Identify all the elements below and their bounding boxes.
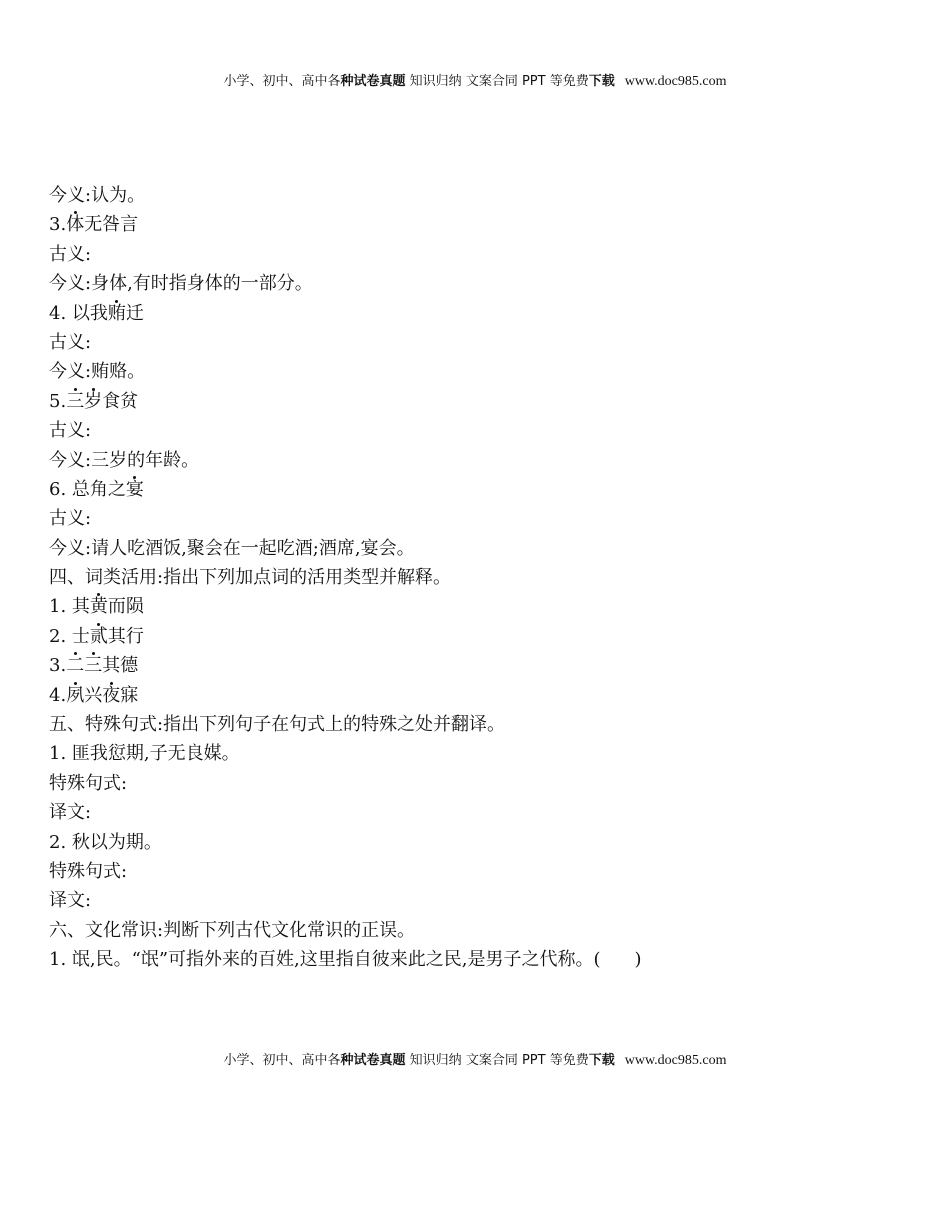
text-line — [49, 240, 909, 269]
emphasis-dot-char: 三 — [66, 387, 84, 416]
text-line — [49, 798, 909, 827]
text-line — [49, 592, 909, 621]
footer-text-5: 下载 — [588, 1053, 615, 1068]
text-line — [49, 828, 909, 857]
emphasis-dot-char: 贿 — [108, 299, 126, 328]
text-segment: 2. 秋以为期。 — [49, 831, 162, 853]
header-text-3: 知识归纳 — [405, 74, 466, 89]
footer-site-link[interactable]: www.doc985.com — [624, 1053, 727, 1068]
text-segment: 4. 以我 — [49, 302, 108, 324]
text-segment: 六、文化常识:判断下列古代文化常识的正误。 — [49, 919, 416, 941]
footer-text-2: 种试卷真题 — [340, 1053, 406, 1068]
text-segment: 今义:贿赂。 — [49, 361, 146, 383]
text-segment: 其德 — [102, 655, 139, 677]
text-line — [49, 504, 909, 533]
text-line — [49, 357, 909, 386]
emphasis-dot-char: 黄 — [90, 592, 108, 621]
text-segment: 而陨 — [107, 596, 144, 618]
text-segment: 古义: — [49, 508, 92, 530]
header-text-4: 文案合同 PPT 等免费 — [465, 74, 589, 89]
text-line — [49, 534, 909, 563]
text-line — [49, 710, 909, 739]
text-segment: 1. 氓,民。“氓”可指外来的百姓,这里指自彼来此之民,是男子之代称。( — [49, 949, 601, 971]
text-line — [49, 739, 909, 768]
text-line — [49, 328, 909, 357]
text-segment: 今义:认为。 — [49, 185, 146, 206]
emphasis-dot-char: 贰 — [90, 622, 108, 651]
text-segment: 寐 — [120, 684, 139, 706]
text-segment: 迁 — [125, 302, 144, 324]
header-site-link[interactable]: www.doc985.com — [624, 74, 727, 89]
text-segment: 古义: — [49, 243, 92, 265]
text-line — [49, 945, 909, 974]
text-segment: 四、词类活用:指出下列加点词的活用类型并解释。 — [49, 567, 452, 589]
text-segment: 食贫 — [102, 390, 139, 412]
text-line — [49, 916, 909, 945]
text-line — [49, 210, 909, 239]
text-segment: 译文: — [49, 802, 92, 824]
text-segment: 古义: — [49, 331, 92, 353]
emphasis-dot-char: 夙 — [66, 681, 84, 710]
text-segment: 3. — [49, 655, 67, 677]
text-segment: 古义: — [49, 420, 92, 442]
text-line — [49, 181, 909, 210]
footer-text-3: 知识归纳 — [405, 1053, 466, 1068]
text-line — [49, 269, 909, 298]
header-text-5: 下载 — [588, 74, 615, 89]
page-footer-banner — [0, 1049, 950, 1069]
text-line — [49, 416, 909, 445]
text-line — [49, 563, 909, 592]
text-segment: 今义:三岁的年龄。 — [49, 449, 200, 471]
emphasis-dot-char: 二 — [66, 651, 84, 680]
text-line — [49, 299, 909, 328]
emphasis-dot-char: 夜 — [102, 681, 120, 710]
text-segment: 译文: — [49, 890, 92, 912]
text-segment: 6. 总角之 — [49, 478, 126, 500]
text-segment: 兴 — [84, 684, 103, 706]
text-segment: 特殊句式: — [49, 772, 128, 794]
text-line — [49, 886, 909, 915]
page-header-banner — [0, 70, 950, 90]
text-segment: 2. 士 — [49, 625, 90, 647]
text-line — [49, 446, 909, 475]
header-text-1: 小学、初中、高中各 — [223, 74, 341, 89]
text-segment: 特殊句式: — [49, 860, 128, 882]
text-line — [49, 769, 909, 798]
text-segment: 1. 匪我愆期,子无良媒。 — [49, 743, 240, 765]
text-segment: 4. — [49, 684, 67, 706]
text-line — [49, 651, 909, 680]
text-line — [49, 622, 909, 651]
text-line — [49, 475, 909, 504]
text-line — [49, 387, 909, 416]
footer-text-4: 文案合同 PPT 等免费 — [465, 1053, 589, 1068]
text-segment: 无咎言 — [84, 214, 139, 236]
text-segment: 1. 其 — [49, 596, 90, 618]
text-segment: 其行 — [107, 625, 144, 647]
text-segment: 3. — [49, 214, 67, 236]
emphasis-dot-char: 体 — [66, 210, 84, 239]
text-segment: 五、特殊句式:指出下列句子在句式上的特殊之处并翻译。 — [49, 714, 506, 736]
header-text-2: 种试卷真题 — [340, 74, 406, 89]
text-segment: ) — [634, 949, 642, 971]
document-body — [49, 181, 909, 975]
emphasis-dot-char: 三 — [84, 651, 102, 680]
text-line — [49, 857, 909, 886]
footer-text-1: 小学、初中、高中各 — [223, 1053, 341, 1068]
emphasis-dot-char: 宴 — [126, 475, 144, 504]
text-line — [49, 681, 909, 710]
text-segment: 今义:身体,有时指身体的一部分。 — [49, 273, 313, 295]
emphasis-dot-char: 岁 — [84, 387, 102, 416]
text-segment: 5. — [49, 390, 67, 412]
text-segment: 今义:请人吃酒饭,聚会在一起吃酒;酒席,宴会。 — [49, 537, 415, 559]
